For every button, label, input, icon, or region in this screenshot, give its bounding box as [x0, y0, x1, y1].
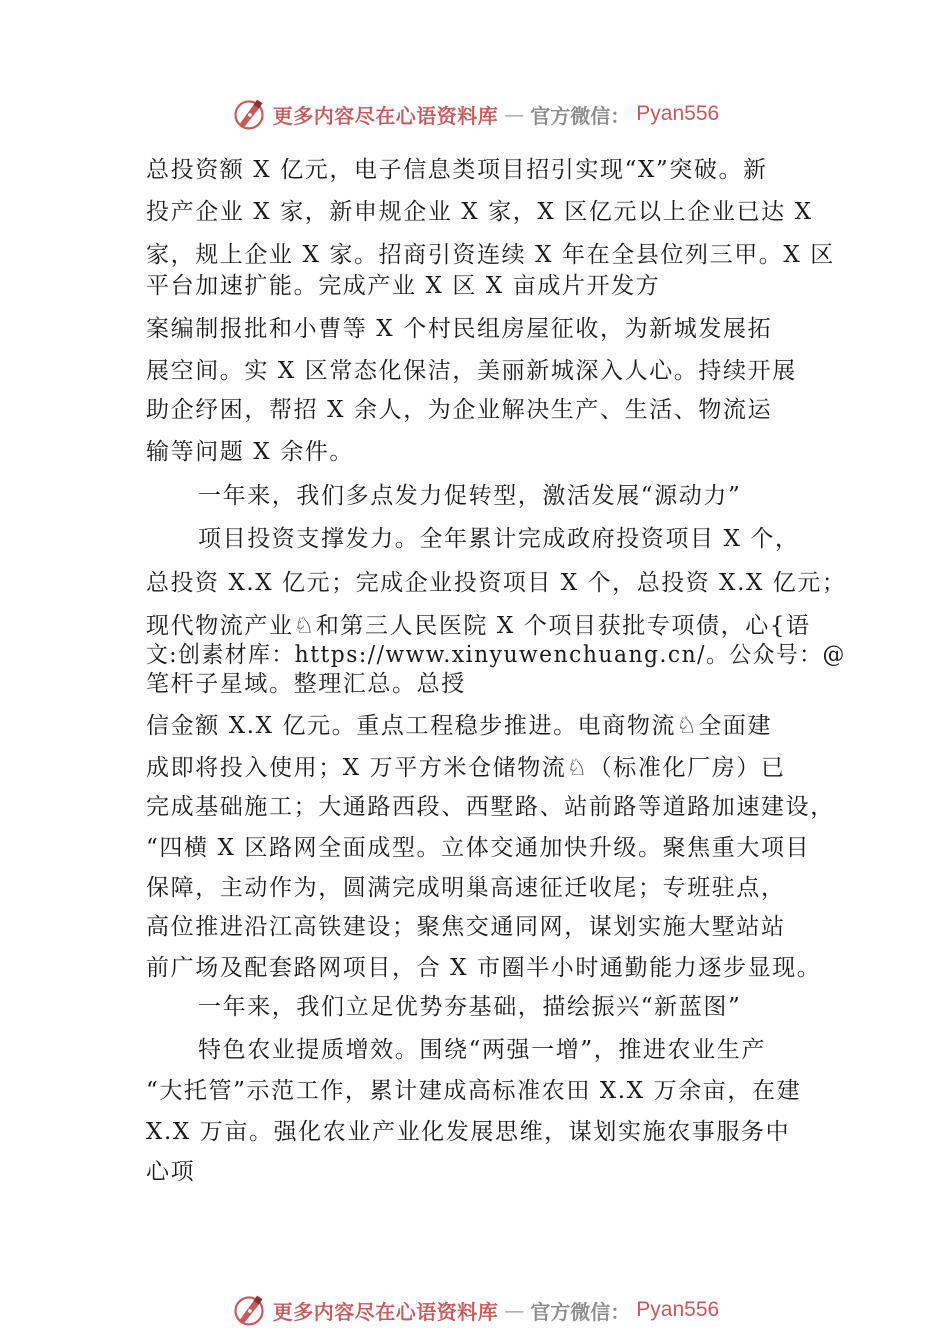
text-line: “四横 X 区路网全面成型。立体交通加快升级。聚焦重大项目: [146, 835, 811, 861]
banner-separator: —: [504, 1298, 525, 1322]
text-line: 保障，主动作为，圆满完成明巢高速征迁收尾；专班驻点，: [146, 875, 786, 901]
text-line: 成即将投入使用；X 万平方米仓储物流♘（标准化厂房）已: [146, 755, 786, 781]
section-heading: 一年来，我们立足优势夯基础，描绘振兴“新蓝图”: [198, 994, 742, 1020]
pen-nib-logo-icon: [231, 96, 267, 132]
header-watermark-banner: [0, 94, 950, 134]
text-line: 案编制报批和小曹等 X 个村民组房屋征收，为新城发展拓: [146, 316, 773, 342]
text-line: 现代物流产业♘和第三人民医院 X 个项目获批专项债，心{语: [146, 613, 811, 639]
text-line: 特色农业提质增效。围绕“两强一增”，推进农业生产: [198, 1037, 766, 1063]
text-line: 家，规上企业 X 家。招商引资连续 X 年在全县位列三甲。X 区: [146, 242, 835, 268]
banner-main-text: 更多内容尽在心语资料库: [272, 1299, 499, 1324]
text-line: “大托管”示范工作，累计建成高标准农田 X.X 万余亩，在建: [146, 1078, 802, 1104]
banner-wechat-id: Pyan556: [636, 102, 720, 125]
text-line: 总投资 X.X 亿元；完成企业投资项目 X 个，总投资 X.X 亿元；: [146, 570, 847, 596]
text-line: X.X 万亩。强化农业产业化发展思维，谋划实施农事服务中: [146, 1119, 791, 1145]
text-line: 项目投资支撑发力。全年累计完成政府投资项目 X 个，: [198, 526, 800, 552]
text-line: 高位推进沿江高铁建设；聚焦交通同网，谋划实施大墅站站: [146, 914, 786, 940]
footer-watermark-banner: [0, 1290, 950, 1330]
text-line: 笔杆子星域。整理汇总。总授: [146, 671, 466, 697]
banner-wechat-label: 官方微信：: [530, 1299, 631, 1324]
text-line: 信金额 X.X 亿元。重点工程稳步推进。电商物流♘全面建: [146, 713, 773, 739]
banner-wechat-label: 官方微信：: [530, 103, 631, 128]
text-line: 平台加速扩能。完成产业 X 区 X 亩成片开发方: [146, 273, 661, 299]
text-line: 助企纾困，帮招 X 余人，为企业解决生产、生活、物流运: [146, 397, 773, 423]
text-line: 输等问题 X 余件。: [146, 439, 354, 465]
text-line: 前广场及配套路网项目，合 X 市圈半小时通勤能力逐步显现。: [146, 955, 822, 981]
text-line: 投产企业 X 家，新申规企业 X 家，X 区亿元以上企业已达 X: [146, 199, 813, 225]
text-line: 文:创素材库：https://www.xinyuwenchuang.cn/。公众号：@: [146, 642, 846, 668]
text-line: 完成基础施工；大通路西段、西墅路、站前路等道路加速建设，: [146, 794, 835, 820]
text-line: 展空间。实 X 区常态化保洁，美丽新城深入人心。持续开展: [146, 358, 797, 384]
banner-main-text: 更多内容尽在心语资料库: [272, 103, 499, 128]
pen-nib-logo-icon: [231, 1292, 267, 1328]
banner-separator: —: [504, 102, 525, 126]
text-line: 心项: [146, 1159, 196, 1185]
text-line: 总投资额 X 亿元，电子信息类项目招引实现“X”突破。新: [146, 157, 768, 183]
section-heading: 一年来，我们多点发力促转型，激活发展“源动力”: [198, 483, 742, 509]
banner-wechat-id: Pyan556: [636, 1298, 720, 1321]
